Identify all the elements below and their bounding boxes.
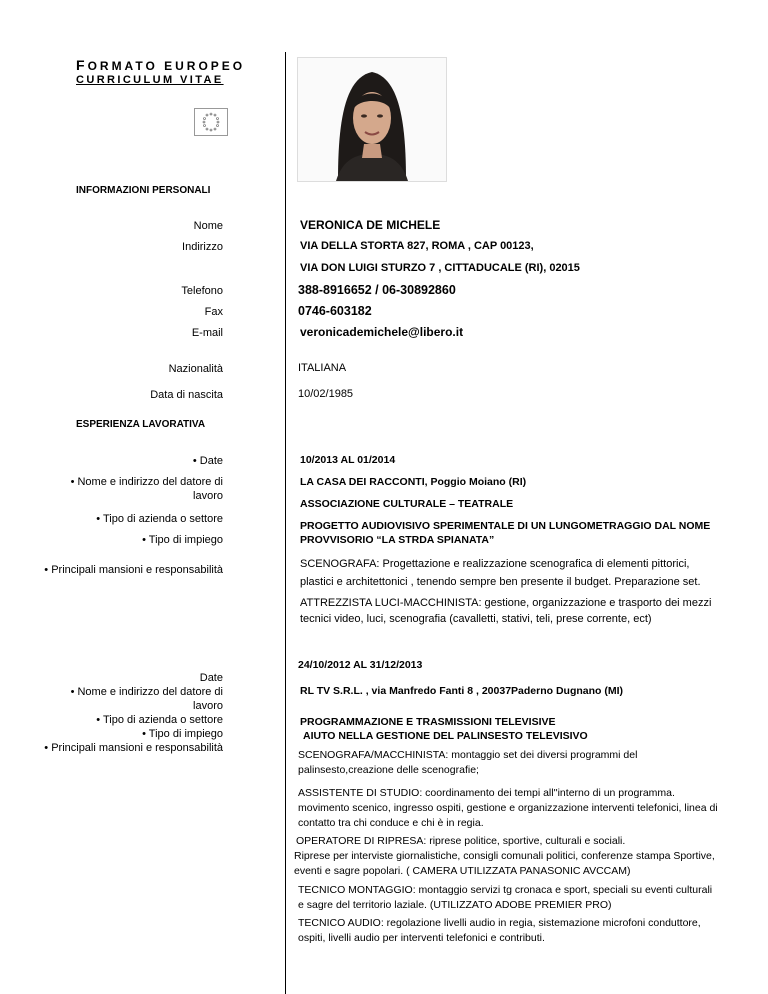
job2-duty-2: ASSISTENTE DI STUDIO: coordinamento dei tempi all''interno di un programma. movimento scenico, ingresso ospiti, gestione e organizzazione interventi telefonici, linea di contatto tra chi conduce e chi è in regia. [298, 787, 718, 829]
eu-flag-icon [194, 108, 228, 136]
nationality-value: ITALIANA [298, 362, 347, 374]
job2-sector: PROGRAMMAZIONE E TRASMISSIONI TELEVISIVE AIUTO NELLA GESTIONE DEL PALINSESTO TELEVISIVO [300, 716, 588, 742]
column-divider [285, 52, 286, 994]
job2-duty-4: TECNICO MONTAGGIO: montaggio servizi tg cronaca e sport, speciali su eventi culturali e sagre del territorio laziale. (UTILIZZATO ADOBE PREMIER PRO) [298, 884, 713, 911]
cv-format-title: FORMATO EUROPEO [76, 57, 246, 73]
name-value: VERONICA DE MICHELE [300, 218, 441, 232]
job2-duty-3: OPERATORE DI RIPRESA: riprese politice, sportive, culturali e sociali. Riprese per interviste giornalistiche, consigli comunali politici, conferenze stampa Sportive, eventi e sagre popolari. ( CAMERA UTILIZZATA PANASONIC AVCCAM) [294, 835, 715, 877]
fax-label: Fax [204, 306, 223, 318]
job1-duties-label: • Principali mansioni e responsabilità [44, 564, 223, 576]
job2-duty-5: TECNICO AUDIO: regolazione livelli audio in regia, sistemazione microfoni conduttore, ospiti, livelli audio per interventi telefonici e contributi. [298, 917, 701, 944]
job1-sector: ASSOCIAZIONE CULTURALE – TEATRALE [300, 498, 514, 510]
section-work-experience: ESPERIENZA LAVORATIVA [76, 419, 206, 430]
name-label: Nome [193, 220, 223, 232]
job1-duty-2: ATTREZZISTA LUCI-MACCHINISTA: gestione, organizzazione e trasporto dei mezzi tecnici video, luci, scenografia (cavalletti, stativi, teli, prese corrente, ect) [300, 597, 712, 625]
job1-sector-label: • Tipo di azienda o settore [96, 513, 223, 525]
section-personal-info: INFORMAZIONI PERSONALI [76, 185, 211, 196]
email-label: E-mail [191, 327, 223, 339]
address-line-2: VIA DON LUIGI STURZO 7 , CITTADUCALE (RI), 02015 [300, 262, 580, 274]
address-line-1: VIA DELLA STORTA 827, ROMA , CAP 00123, [300, 240, 534, 252]
email-value[interactable]: veronicademichele@libero.it [300, 325, 464, 339]
job2-date: 24/10/2012 AL 31/12/2013 [298, 659, 423, 671]
job1-employer: LA CASA DEI RACCONTI, Poggio Moiano (RI) [300, 476, 527, 488]
job1-type-label: • Tipo di impiego [142, 534, 223, 546]
job1-job-type: PROGETTO AUDIOVISIVO SPERIMENTALE DI UN LUNGOMETRAGGIO DAL NOME PROVVISORIO “LA STRDA SPIANATA” [300, 520, 711, 546]
job2-duty-1: SCENOGRAFA/MACCHINISTA: montaggio set dei diversi programmi del palinsesto,creazione delle scenografie; [298, 749, 638, 776]
cv-subtitle: CURRICULUM VITAE [76, 74, 224, 86]
job1-date-label: • Date [192, 455, 223, 467]
job1-duty-1: SCENOGRAFA: Progettazione e realizzazione scenografica di elementi pittorici, plastici e architettonici , tenendo sempre ben presente il budget. Preparazione set. [300, 558, 701, 588]
profile-photo [297, 57, 447, 182]
fax-value: 0746-603182 [298, 304, 372, 318]
job2-employer: RL TV S.R.L. , via Manfredo Fanti 8 , 20037Paderno Dugnano (MI) [300, 685, 624, 697]
phone-label: Telefono [181, 285, 223, 297]
nationality-label: Nazionalità [168, 363, 223, 375]
job2-labels: Date • Nome e indirizzo del datore di lavoro • Tipo di azienda o settore • Tipo di impiego • Principali mansioni e responsabilità [44, 672, 223, 754]
address-label: Indirizzo [182, 241, 223, 253]
birth-value: 10/02/1985 [298, 388, 354, 400]
birth-label: Data di nascita [150, 389, 223, 401]
job1-employer-label: • Nome e indirizzo del datore di lavoro [70, 476, 223, 502]
job1-date: 10/2013 AL 01/2014 [300, 454, 396, 466]
phone-value: 388-8916652 / 06-30892860 [298, 283, 456, 297]
